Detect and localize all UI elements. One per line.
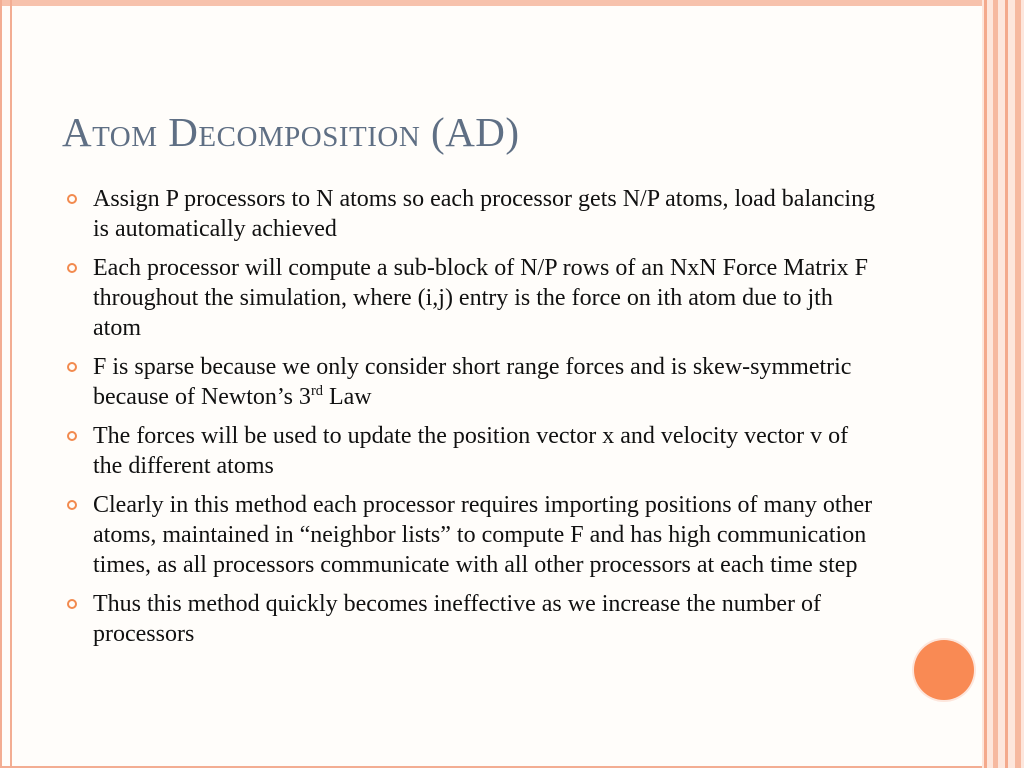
left-border-line-inner — [10, 0, 12, 768]
bullet-item — [62, 589, 882, 649]
bullet-text-suffix: Law — [322, 384, 372, 410]
right-stripe-1 — [984, 0, 987, 768]
right-stripe-4 — [1015, 0, 1021, 768]
bullet-item — [62, 184, 882, 244]
slide-title: Atom Decomposition (AD) — [62, 109, 520, 155]
bullet-circle-icon — [67, 362, 77, 372]
bullet-circle-icon — [67, 500, 77, 510]
bullet-text: The forces will be used to update the position vector x and velocity vector v of the different atoms — [93, 423, 849, 479]
left-border-line-outer — [0, 0, 2, 768]
bullet-text: Each processor will compute a sub-block of N/P rows of an NxN Force Matrix F throughout the simulation, where (i,j) entry is the force on ith atom due to jth atom — [93, 255, 868, 341]
decorative-circle — [914, 640, 974, 700]
bullet-circle-icon — [67, 431, 77, 441]
bullet-text: Thus this method quickly becomes ineffective as we increase the number of processors — [93, 591, 821, 647]
bullet-text: Clearly in this method each processor requires importing positions of many other atoms, maintained in “neighbor lists” to compute F and has high communication times, as all processors communicate with all other processors at each time step — [93, 492, 873, 578]
bullet-item — [62, 490, 882, 580]
ordinal-superscript: rd — [310, 383, 323, 399]
bullet-list — [62, 184, 882, 658]
right-stripe-2 — [993, 0, 998, 768]
bullet-item — [62, 421, 882, 481]
bullet-circle-icon — [67, 263, 77, 273]
bullet-circle-icon — [67, 194, 77, 204]
bullet-text: Assign P processors to N atoms so each processor gets N/P atoms, load balancing is automatically achieved — [93, 186, 876, 242]
bullet-item — [62, 253, 882, 343]
bullet-text: F is sparse because we only consider short range forces and is skew-symmetric because of Newton’s 3 — [93, 354, 852, 410]
bullet-circle-icon — [67, 599, 77, 609]
bullet-item — [62, 352, 882, 412]
top-border-line — [0, 0, 1024, 6]
right-stripe-3 — [1005, 0, 1008, 768]
